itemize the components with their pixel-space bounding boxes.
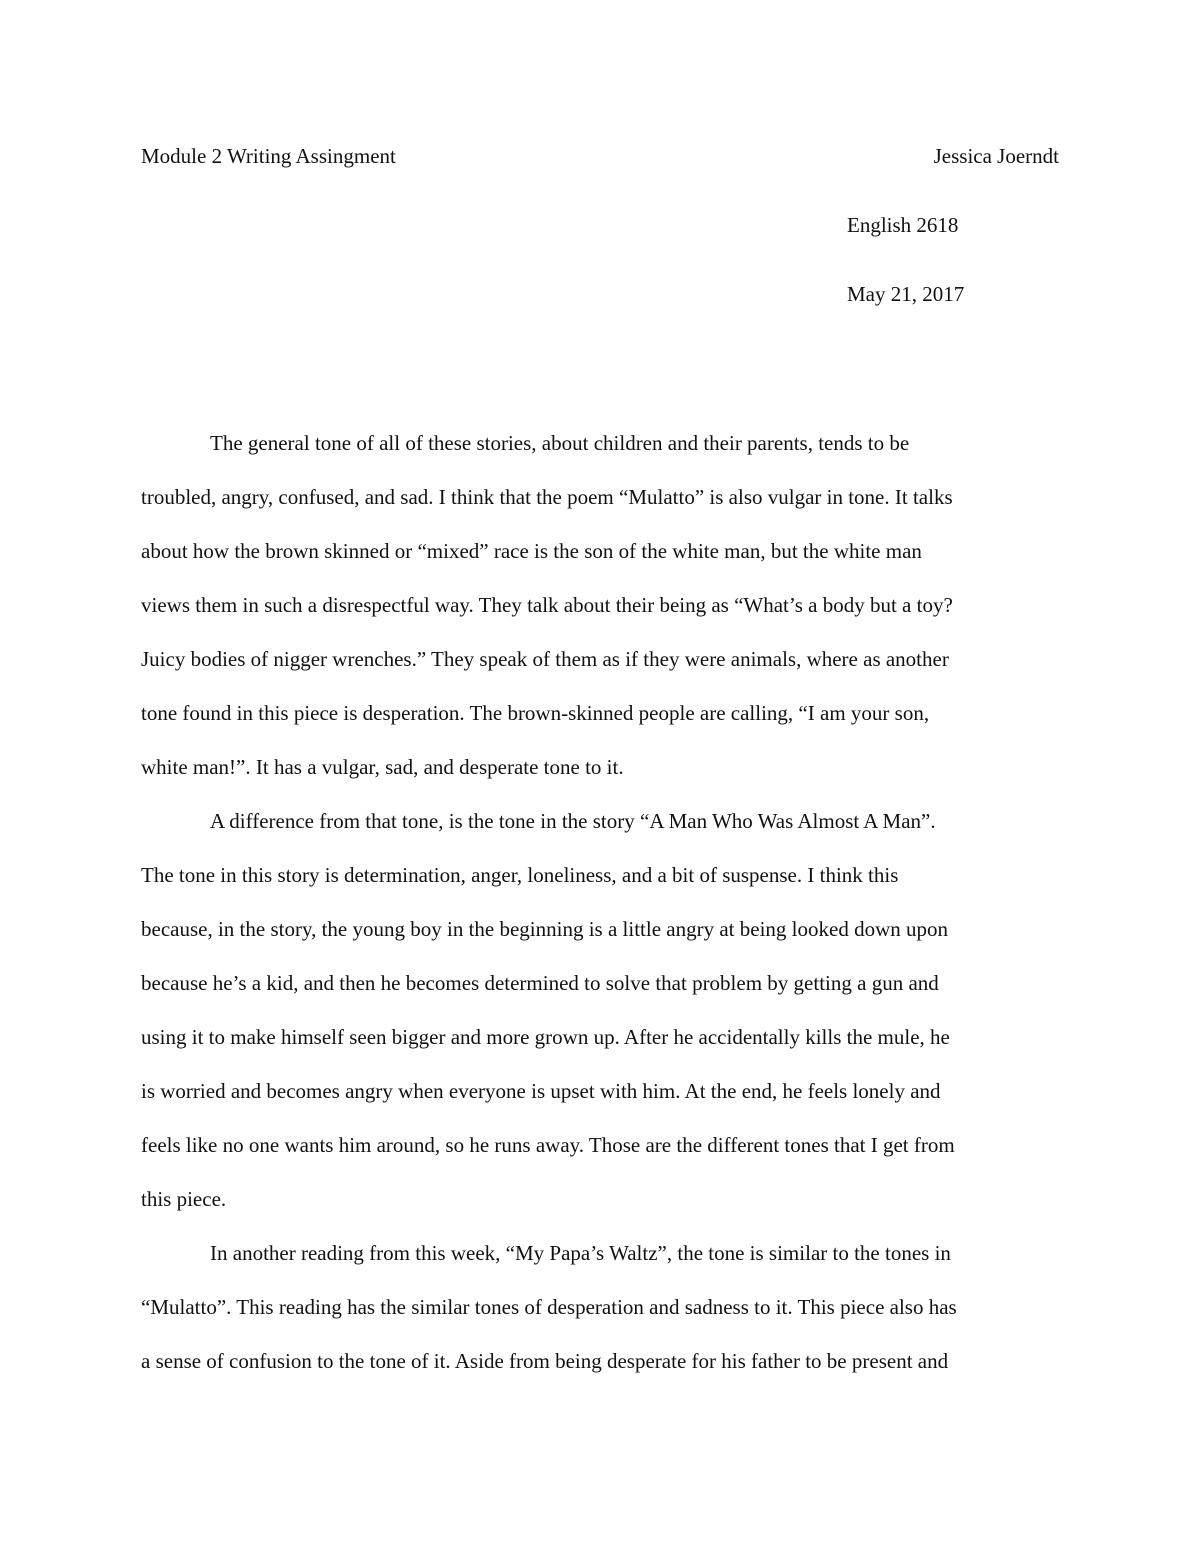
course-name: English 2618 [847,213,959,237]
text-line: A difference from that tone, is the tone in the story “A Man Who Was Almost A Man”. [210,809,936,833]
text-line: because, in the story, the young boy in the beginning is a little angry at being looked down upon [141,917,948,941]
assignment-title: Module 2 Writing Assingment [141,144,396,168]
paragraph-2 [141,794,1061,1226]
text-line: troubled, angry, confused, and sad. I think that the poem “Mulatto” is also vulgar in tone. It talks [141,485,953,509]
text-line: using it to make himself seen bigger and more grown up. After he accidentally kills the mule, he [141,1025,950,1049]
text-line: this piece. [141,1187,227,1211]
text-line: Juicy bodies of nigger wrenches.” They speak of them as if they were animals, where as another [141,647,949,671]
text-line: “Mulatto”. This reading has the similar tones of desperation and sadness to it. This piece also has [141,1295,957,1319]
paragraph-1 [141,416,1061,794]
text-line: about how the brown skinned or “mixed” race is the son of the white man, but the white man [141,539,922,563]
text-line: feels like no one wants him around, so he runs away. Those are the different tones that I get from [141,1133,955,1157]
text-line: In another reading from this week, “My Papa’s Waltz”, the tone is similar to the tones in [210,1241,951,1265]
paragraph-3 [141,1226,1061,1388]
text-line: tone found in this piece is desperation. The brown-skinned people are calling, “I am your son, [141,701,930,725]
text-line: white man!”. It has a vulgar, sad, and desperate tone to it. [141,755,624,779]
text-line: is worried and becomes angry when everyone is upset with him. At the end, he feels lonely and [141,1079,941,1103]
text-line: views them in such a disrespectful way. They talk about their being as “What’s a body but a toy? [141,593,953,617]
assignment-date: May 21, 2017 [847,282,965,306]
author-name: Jessica Joerndt [933,144,1059,168]
essay-body [141,416,1061,1388]
text-line: because he’s a kid, and then he becomes determined to solve that problem by getting a gun and [141,971,939,995]
text-line: The tone in this story is determination, anger, loneliness, and a bit of suspense. I think this [141,863,899,887]
text-line: a sense of confusion to the tone of it. Aside from being desperate for his father to be present and [141,1349,949,1373]
text-line: The general tone of all of these stories, about children and their parents, tends to be [210,431,910,455]
